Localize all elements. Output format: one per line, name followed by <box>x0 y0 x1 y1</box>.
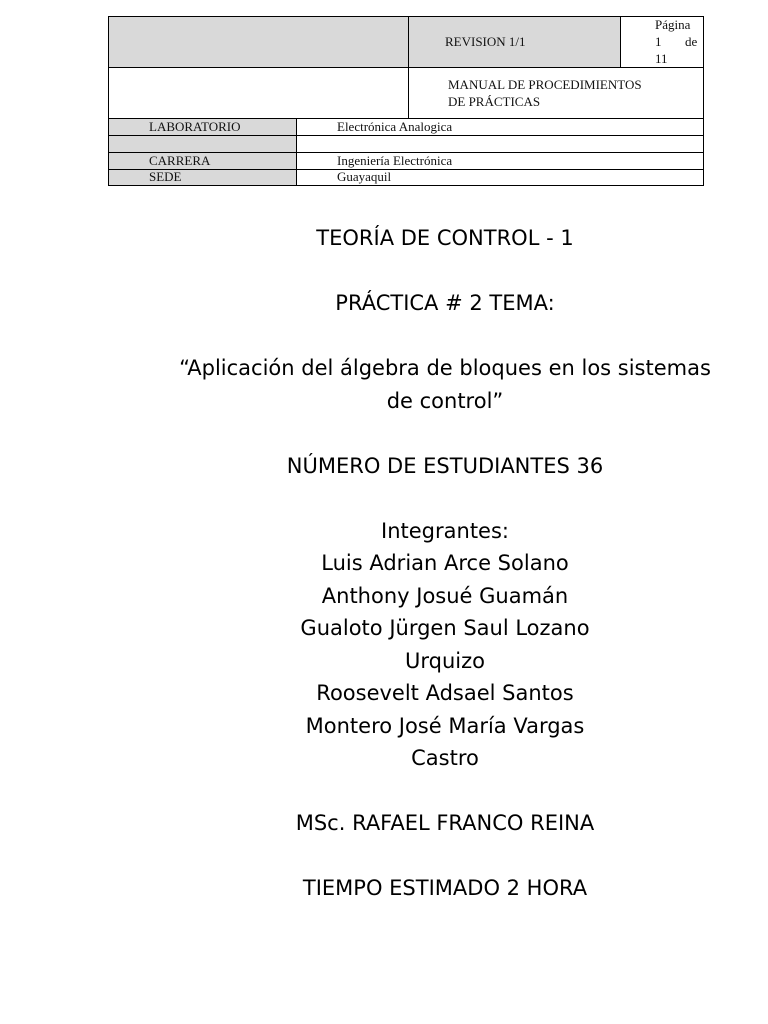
page-total: 11 <box>655 51 668 66</box>
header-blank-cell <box>108 67 409 119</box>
sede-label: SEDE <box>149 169 182 184</box>
laboratorio-value: Electrónica Analogica <box>337 119 453 134</box>
estimated-time: TIEMPO ESTIMADO 2 HORA <box>302 876 588 900</box>
sede-value: Guayaquil <box>337 169 392 184</box>
manual-title-line-1: MANUAL DE PROCEDIMIENTOS <box>448 77 642 92</box>
document-header-table <box>108 16 704 186</box>
manual-title-cell <box>408 67 704 119</box>
carrera-value: Ingeniería Electrónica <box>337 153 453 168</box>
page-de: de <box>685 34 698 49</box>
carrera-value-cell <box>296 152 704 170</box>
member-line: Roosevelt Adsael Santos <box>316 681 574 705</box>
member-line: Anthony Josué Guamán <box>321 583 569 608</box>
laboratorio-value-cell <box>296 118 704 136</box>
page-number-cell <box>620 16 704 68</box>
member-line: Luis Adrian Arce Solano <box>321 551 569 575</box>
member-line: Urquizo <box>405 648 485 673</box>
carrera-label: CARRERA <box>149 153 211 168</box>
empty-value-cell <box>296 135 704 153</box>
practice-topic: PRÁCTICA # 2 TEMA: <box>335 291 555 315</box>
cover-content <box>150 222 740 905</box>
carrera-label-cell <box>108 152 297 170</box>
instructor-name: MSc. RAFAEL FRANCO REINA <box>295 811 595 835</box>
sede-value-cell <box>296 169 704 186</box>
member-line: Montero José María Vargas <box>305 713 585 738</box>
laboratorio-label-cell <box>108 118 297 136</box>
topic-line-1: “Aplicación del álgebra de bloques en los sistemas <box>179 356 711 380</box>
empty-label-cell <box>108 135 297 153</box>
revision-cell <box>408 16 621 68</box>
members-label: Integrantes: <box>381 518 509 543</box>
member-line: Gualoto Jürgen Saul Lozano <box>300 616 590 640</box>
member-line: Castro <box>411 746 479 770</box>
manual-title-line-2: DE PRÁCTICAS <box>448 94 541 109</box>
revision-text: REVISION 1/1 <box>445 34 526 49</box>
laboratorio-label: LABORATORIO <box>149 119 241 134</box>
course-title: TEORÍA DE CONTROL - 1 <box>316 226 574 250</box>
header-logo-cell <box>108 16 409 68</box>
page-label: Página <box>655 17 691 32</box>
page-current: 1 <box>655 34 662 49</box>
topic-line-2: de control” <box>386 388 504 413</box>
students-count: NÚMERO DE ESTUDIANTES 36 <box>286 453 604 478</box>
sede-label-cell <box>108 169 297 186</box>
